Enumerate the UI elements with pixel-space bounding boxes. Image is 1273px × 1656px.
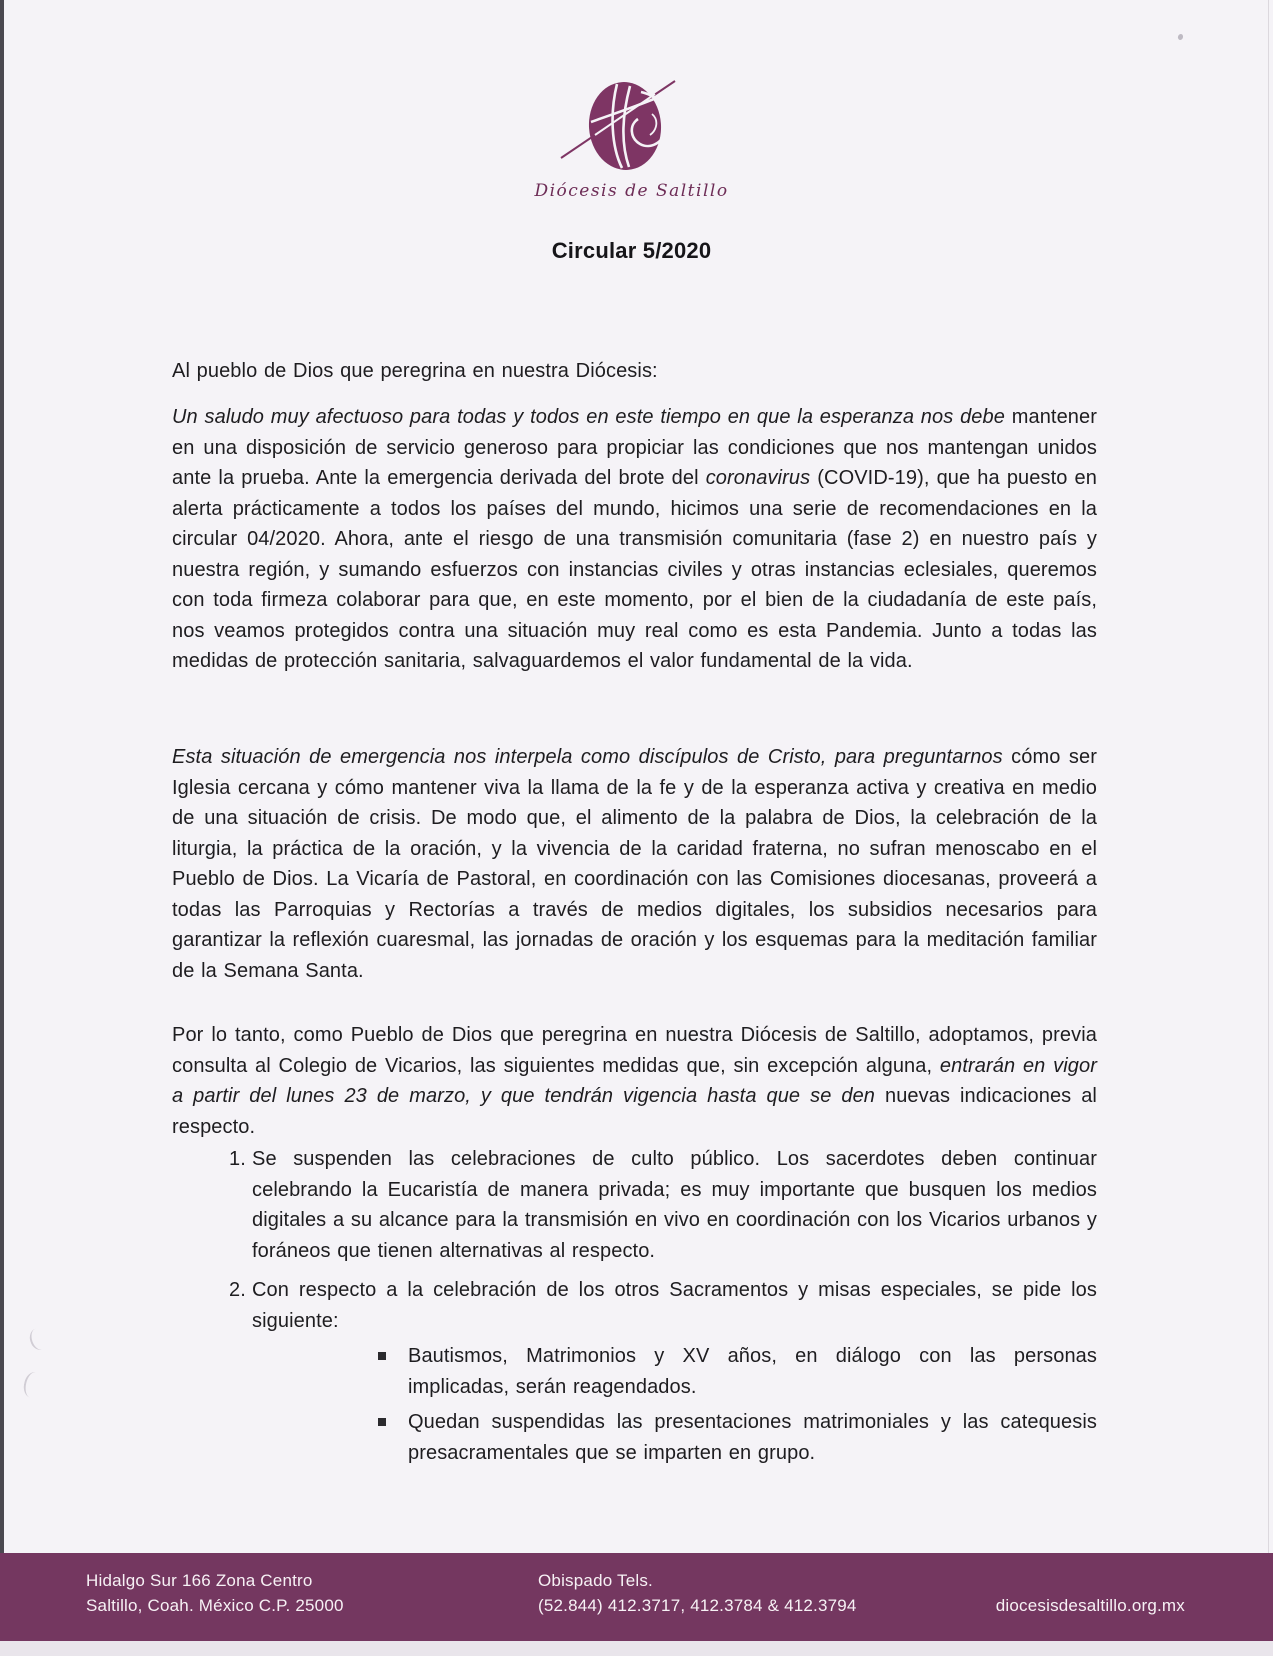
footer-address-line2: Saltillo, Coah. México C.P. 25000: [86, 1596, 344, 1615]
paragraph-run: cómo ser Iglesia cercana y cómo mantener viva la llama de la fe y de la esperanza activa y creativa en medio de una situación de crisis. De modo que, el alimento de la palabra de Dios, la celebración de la liturgia, la práctica de la oración, y la vivencia de la caridad fraterna, no sufran menoscabo en el Pueblo de Dios. La Vicaría de Pastoral, en coordinación con las Comisiones diocesanas, proveerá a todas las Parroquias y Rectorías a través de medios digitales, los subsidios necesarios para garantizar la reflexión cuaresmal, las jornadas de oración y los esquemas para la meditación familiar de la Semana Santa.: [172, 746, 1097, 982]
list-number: 2.: [229, 1279, 246, 1301]
paragraph-2: [172, 742, 1097, 986]
bullet-item: [172, 1341, 1097, 1402]
footer-phone-label: Obispado Tels.: [538, 1571, 653, 1590]
list-item-1: [172, 1144, 1097, 1266]
salutation: Al pueblo de Dios que peregrina en nuestra Diócesis:: [172, 360, 658, 382]
paragraph-run: mantener en una disposición de servicio generoso para propiciar las condiciones que nos mantengan unidos ante la prueba. Ante la emergencia derivada del brote del: [172, 406, 1098, 489]
measures-list: [172, 1144, 1097, 1468]
footer-phone-numbers: (52.844) 412.3717, 412.3784 & 412.3794: [538, 1596, 857, 1615]
pencil-mark: [21, 1370, 44, 1399]
bullet-text: Quedan suspendidas las presentaciones matrimoniales y las catequesis presacramentales que se imparten en grupo.: [408, 1411, 1097, 1464]
scan-edge-right: [1268, 0, 1269, 1656]
paragraph-1: [172, 402, 1097, 677]
footer-phones: [538, 1568, 857, 1618]
paragraph-run: (COVID-19), que ha puesto en alerta prácticamente a todos los países del mundo, hicimos una serie de recomendaciones en la circular 04/2020. Ahora, ante el riesgo de una transmisión comunitaria (fase 2) en nuestro país y nuestra región, y sumando esfuerzos con instancias civiles y otras instancias eclesiales, queremos con toda firmeza colaborar para que, en este momento, por el bien de la ciudadanía de este país, nos veamos protegidos contra una situación muy real como es esta Pandemia. Junto a todas las medidas de protección sanitaria, salvaguardemos el valor fundamental de la vida.: [172, 467, 1098, 672]
square-bullet-icon: [378, 1352, 386, 1360]
bullet-text: Bautismos, Matrimonios y XV años, en diálogo con las personas implicadas, serán reagendados.: [408, 1345, 1097, 1398]
list-number: 1.: [229, 1148, 246, 1170]
footer-website: diocesisdesaltillo.org.mx: [995, 1596, 1185, 1615]
square-bullet-icon: [378, 1418, 386, 1426]
paragraph-run: Esta situación de emergencia nos interpela como discípulos de Cristo, para preguntarnos: [172, 746, 1003, 768]
page-title: Circular 5/2020: [551, 238, 712, 263]
paragraph-run: coronavirus: [705, 467, 811, 489]
paragraph-run: entrarán en vigor a partir del lunes 23 de marzo, y que tendrán vigencia hasta que se den: [172, 1054, 1097, 1107]
bullet-item: [172, 1407, 1097, 1468]
footer-bar: [0, 1553, 1273, 1641]
paragraph-run: Un saludo muy afectuoso para todas y todos en este tiempo en que la esperanza nos debe: [172, 406, 1005, 428]
paragraph-run: nuevas indicaciones al respecto.: [172, 1085, 1097, 1138]
diocese-logo-icon: [555, 74, 705, 186]
scan-bottom-strip: [0, 1641, 1273, 1656]
list-item-2: [172, 1275, 1097, 1336]
paragraph-3: [172, 1020, 1097, 1142]
footer-address: [86, 1568, 344, 1618]
footer-address-line1: Hidalgo Sur 166 Zona Centro: [86, 1571, 313, 1590]
list-item-text: Con respecto a la celebración de los otros Sacramentos y misas especiales, se pide los siguiente:: [252, 1279, 1097, 1332]
logo-caption: Diócesis de Saltillo: [534, 181, 729, 201]
paragraph-run: Por lo tanto, como Pueblo de Dios que peregrina en nuestra Diócesis de Saltillo, adoptamos, previa consulta al Colegio de Vicarios, las siguientes medidas que, sin excepción alguna,: [172, 1024, 1097, 1077]
scan-artifact: [1177, 33, 1184, 40]
list-item-text: Se suspenden las celebraciones de culto público. Los sacerdotes deben continuar celebrando la Eucaristía de manera privada; es muy importante que busquen los medios digitales a su alcance para la transmisión en vivo en coordinación con los Vicarios urbanos y foráneos que tienen alternativas al respecto.: [252, 1148, 1097, 1262]
pencil-mark: [27, 1326, 51, 1352]
